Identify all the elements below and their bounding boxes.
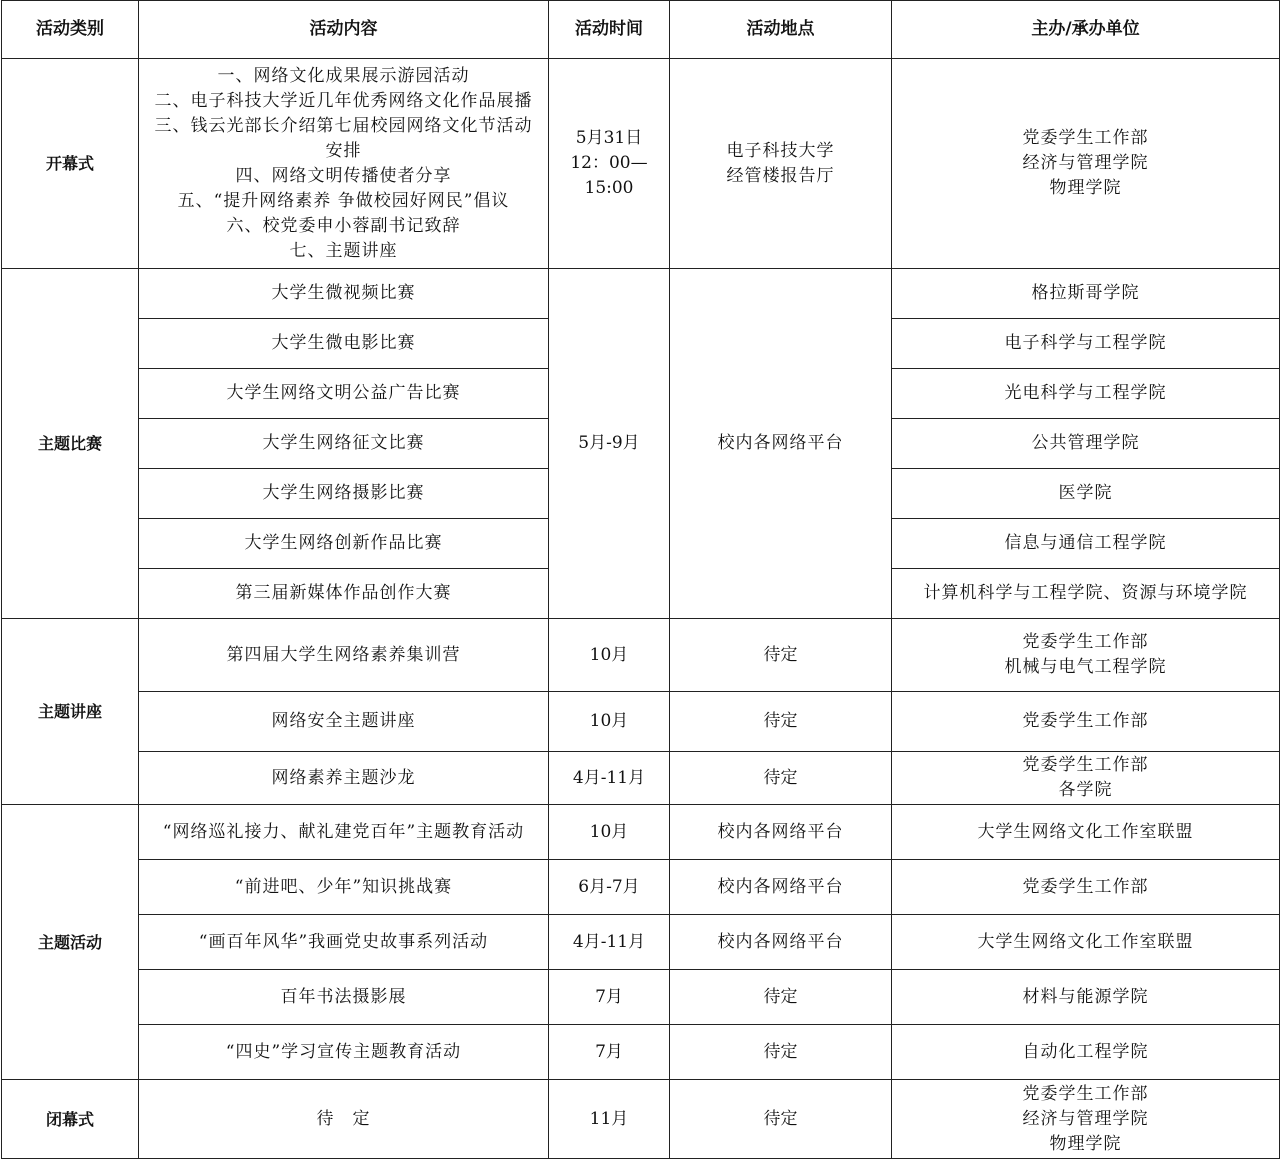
activity-place: 待定: [670, 1025, 892, 1080]
category-contest: 主题比赛: [2, 269, 139, 619]
list-item: 七、主题讲座: [289, 240, 398, 261]
contest-content: 第三届新媒体作品创作大赛: [139, 569, 549, 619]
header-row: [2, 1, 1280, 59]
activity-place: 校内各网络平台: [670, 860, 892, 915]
activity-time: 4月-11月: [549, 915, 670, 970]
activity-host: 大学生网络文化工作室联盟: [892, 915, 1280, 970]
contest-content: 大学生网络创新作品比赛: [139, 519, 549, 569]
lecture-place: 待定: [670, 619, 892, 692]
activity-time: 7月: [549, 1025, 670, 1080]
table-row: [2, 619, 1280, 692]
contest-content: 大学生微视频比赛: [139, 269, 549, 319]
opening-place: [670, 59, 892, 269]
table-row-opening: [2, 59, 1280, 269]
category-lecture: 主题讲座: [2, 619, 139, 805]
header-category: 活动类别: [2, 1, 139, 59]
contest-host: 电子科学与工程学院: [892, 319, 1280, 369]
list-item: 安排: [325, 140, 362, 161]
list-item: 三、钱云光部长介绍第七届校园网络文化节活动: [154, 115, 533, 136]
activity-place: 校内各网络平台: [670, 805, 892, 860]
header-content: 活动内容: [139, 1, 549, 59]
time-line: 5月31日: [575, 128, 643, 148]
lecture-host: [892, 619, 1280, 692]
table-row: [2, 860, 1280, 915]
contest-host: 公共管理学院: [892, 419, 1280, 469]
closing-content: 待 定: [139, 1080, 549, 1159]
lecture-time: 10月: [549, 619, 670, 692]
activity-host: 自动化工程学院: [892, 1025, 1280, 1080]
closing-time: 11月: [549, 1080, 670, 1159]
place-line: 经管楼报告厅: [726, 165, 835, 186]
time-line: 12：00—: [570, 153, 648, 173]
category-opening: 开幕式: [2, 59, 139, 269]
closing-place: 待定: [670, 1080, 892, 1159]
contest-host: 医学院: [892, 469, 1280, 519]
host-line: 党委学生工作部: [1022, 1083, 1149, 1104]
lecture-time: 4月-11月: [549, 752, 670, 805]
activity-host: 党委学生工作部: [892, 860, 1280, 915]
list-item: 四、网络文明传播使者分享: [235, 165, 452, 186]
host-line: 党委学生工作部: [1022, 755, 1149, 775]
table-row: [2, 970, 1280, 1025]
category-closing: 闭幕式: [2, 1080, 139, 1159]
contest-content: 大学生网络文明公益广告比赛: [139, 369, 549, 419]
category-activity: 主题活动: [2, 805, 139, 1080]
activity-host: 材料与能源学院: [892, 970, 1280, 1025]
table-row: [2, 915, 1280, 970]
activity-place: 校内各网络平台: [670, 915, 892, 970]
lecture-place: 待定: [670, 752, 892, 805]
activity-content: “四史”学习宣传主题教育活动: [139, 1025, 549, 1080]
host-line: 物理学院: [1049, 1133, 1122, 1154]
activity-time: 6月-7月: [549, 860, 670, 915]
lecture-content: 网络素养主题沙龙: [139, 752, 549, 805]
activity-content: “网络巡礼接力、献礼建党百年”主题教育活动: [139, 805, 549, 860]
contest-host: 光电科学与工程学院: [892, 369, 1280, 419]
time-line: 15:00: [584, 178, 634, 198]
host-line: 经济与管理学院: [1022, 153, 1149, 173]
table-row: [2, 805, 1280, 860]
activity-place: 待定: [670, 970, 892, 1025]
contest-content: 大学生网络摄影比赛: [139, 469, 549, 519]
host-line: 物理学院: [1049, 178, 1122, 198]
list-item: 五、“提升网络素养 争做校园好网民”倡议: [177, 190, 510, 211]
contest-host: 计算机科学与工程学院、资源与环境学院: [892, 569, 1280, 619]
table-row: [2, 269, 1280, 319]
table-row-closing: [2, 1080, 1280, 1159]
contest-host: 格拉斯哥学院: [892, 269, 1280, 319]
contest-host: 信息与通信工程学院: [892, 519, 1280, 569]
list-item: 二、电子科技大学近几年优秀网络文化作品展播: [154, 90, 533, 111]
header-place: 活动地点: [670, 1, 892, 59]
opening-content-list: [139, 59, 549, 269]
host-line: 党委学生工作部: [1022, 128, 1149, 148]
activity-schedule-table: [1, 0, 1280, 1159]
list-item: 一、网络文化成果展示游园活动: [217, 65, 470, 86]
lecture-content: 网络安全主题讲座: [139, 692, 549, 752]
host-line: 经济与管理学院: [1022, 1108, 1149, 1129]
table-row: [2, 752, 1280, 805]
activity-time: 10月: [549, 805, 670, 860]
contest-time: 5月-9月: [549, 269, 670, 619]
lecture-host: 党委学生工作部: [892, 692, 1280, 752]
header-host: 主办/承办单位: [892, 1, 1280, 59]
contest-content: 大学生微电影比赛: [139, 319, 549, 369]
activity-host: 大学生网络文化工作室联盟: [892, 805, 1280, 860]
opening-host: [892, 59, 1280, 269]
host-line: 机械与电气工程学院: [1004, 657, 1167, 677]
opening-time: [549, 59, 670, 269]
contest-place: 校内各网络平台: [670, 269, 892, 619]
lecture-time: 10月: [549, 692, 670, 752]
place-line: 电子科技大学: [726, 140, 835, 161]
list-item: 六、校党委申小蓉副书记致辞: [226, 215, 461, 236]
table-row: [2, 692, 1280, 752]
host-line: 各学院: [1058, 780, 1113, 800]
contest-content: 大学生网络征文比赛: [139, 419, 549, 469]
lecture-host: [892, 752, 1280, 805]
header-time: 活动时间: [549, 1, 670, 59]
lecture-place: 待定: [670, 692, 892, 752]
closing-host: [892, 1080, 1280, 1159]
activity-content: “前进吧、少年”知识挑战赛: [139, 860, 549, 915]
table-row: [2, 1025, 1280, 1080]
host-line: 党委学生工作部: [1022, 632, 1149, 652]
activity-content: 百年书法摄影展: [139, 970, 549, 1025]
activity-time: 7月: [549, 970, 670, 1025]
lecture-content: 第四届大学生网络素养集训营: [139, 619, 549, 692]
activity-content: “画百年风华”我画党史故事系列活动: [139, 915, 549, 970]
